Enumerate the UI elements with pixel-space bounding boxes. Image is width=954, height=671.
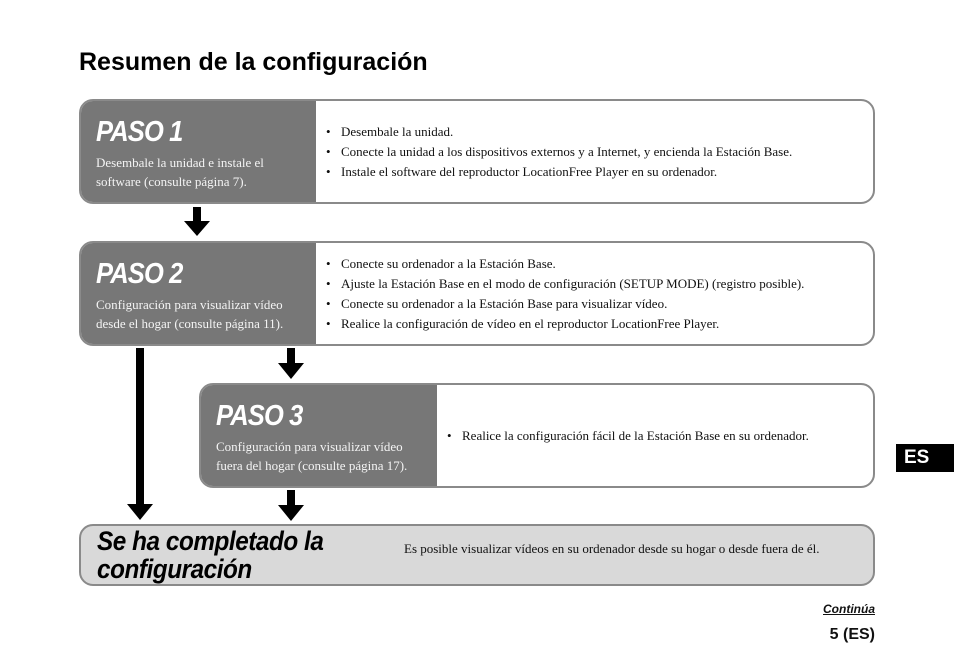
step-1-box xyxy=(79,99,875,204)
bullet-item: • Desembale la unidad. xyxy=(326,122,792,142)
page-number: 5 (ES) xyxy=(829,626,875,643)
step-2-heading: PASO 2 xyxy=(96,258,183,290)
step-3-bullet-list xyxy=(447,426,809,446)
step-3-panel xyxy=(201,385,437,486)
step-3-description: Configuración para visualizar vídeo fuera del hogar (consulte página 17). xyxy=(216,439,408,473)
step-1-bullet-list xyxy=(326,122,792,182)
step-3-details xyxy=(437,385,873,486)
bullet-item: • Realice la configuración de vídeo en el reproductor LocationFree Player. xyxy=(326,314,804,334)
step-3-heading: PASO 3 xyxy=(216,400,303,432)
arrow-down-icon xyxy=(276,348,306,380)
step-1-details xyxy=(316,101,873,202)
arrow-down-icon xyxy=(182,207,212,237)
bullet-item: • Realice la configuración fácil de la Estación Base en su ordenador. xyxy=(447,426,809,446)
bullet-item: • Conecte su ordenador a la Estación Base. xyxy=(326,254,804,274)
step-1-heading: PASO 1 xyxy=(96,116,183,148)
page-title: Resumen de la configuración xyxy=(79,48,428,76)
continue-label: Continúa xyxy=(823,602,875,616)
step-2-panel xyxy=(81,243,316,344)
language-tab: ES xyxy=(896,444,954,472)
step-2-bullet-list xyxy=(326,254,804,334)
step-2-box xyxy=(79,241,875,346)
bullet-item: • Ajuste la Estación Base en el modo de configuración (SETUP MODE) (registro posible). xyxy=(326,274,804,294)
bullet-item: • Conecte la unidad a los dispositivos externos y a Internet, y encienda la Estación Base. xyxy=(326,142,792,162)
step-2-description: Configuración para visualizar vídeo desde el hogar (consulte página 11). xyxy=(96,297,284,331)
step-1-description: Desembale la unidad e instale el software (consulte página 7). xyxy=(96,155,264,189)
bullet-item: • Instale el software del reproductor LocationFree Player en su ordenador. xyxy=(326,162,792,182)
completion-box xyxy=(79,524,875,586)
step-2-details xyxy=(316,243,873,344)
bullet-item: • Conecte su ordenador a la Estación Base para visualizar vídeo. xyxy=(326,294,804,314)
completion-text: Es posible visualizar vídeos en su ordenador desde su hogar o desde fuera de él. xyxy=(404,541,820,556)
completion-heading: Se ha completado la configuración xyxy=(97,526,324,584)
step-1-panel xyxy=(81,101,316,202)
arrow-down-icon xyxy=(276,490,306,522)
long-arrow-down-icon xyxy=(125,348,155,522)
step-3-box xyxy=(199,383,875,488)
